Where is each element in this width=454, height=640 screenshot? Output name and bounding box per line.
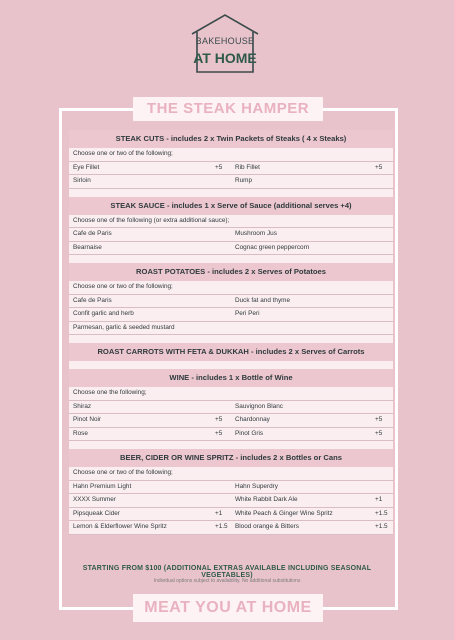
menu-section [69,263,393,335]
section-heading: ROAST CARROTS WITH FETA & DUKKAH - includes 2 x Serves of Carrots [69,343,393,361]
price-left: +1.5 [215,523,228,530]
section-gap [69,335,393,343]
menu-row [69,401,393,415]
option-right: Blood orange & Bitters [235,523,299,530]
menu-row [69,308,393,322]
option-right: Rib Fillet [235,163,260,171]
option-left: Sirloin [73,177,91,184]
option-right: Sauvignon Blanc [235,402,283,410]
section-heading: BEER, CIDER OR WINE SPRITZ - includes 2 x Bottles or Cans [69,449,393,467]
option-right: Cognac green peppercorn [235,243,310,251]
section-gap [69,441,393,449]
price-right: +1 [375,496,383,503]
option-left: Shiraz [73,402,92,410]
menu-row [69,494,393,508]
section-instruction [69,215,393,229]
price-right: +5 [375,163,383,171]
option-right: Duck fat and thyme [235,296,291,304]
menu-row [69,162,393,176]
instruction-text: Choose one or two of the following; [73,469,173,476]
section-instruction [69,467,393,481]
menu-row [69,521,393,535]
price-left: +5 [215,429,223,437]
option-left: Rose [73,429,88,437]
option-right: Rump [235,177,253,184]
footer-title: MEAT YOU AT HOME [133,594,323,622]
section-heading: ROAST POTATOES - includes 2 x Serves of Potatoes [69,263,393,281]
menu-row [69,414,393,428]
section-instruction [69,148,393,162]
option-right: Peri Peri [235,310,260,317]
menu-section [69,197,393,256]
price-left: +5 [215,416,223,423]
menu-section [69,130,393,189]
section-gap [69,255,393,263]
option-left: Pinot Noir [73,416,102,423]
menu-row [69,481,393,495]
section-heading: STEAK SAUCE - includes 1 x Serve of Sauce (additional serves +4) [69,197,393,215]
menu-row [69,322,393,336]
option-right: Hahn Superdry [235,482,278,490]
menu-row [69,428,393,442]
logo-text-line1: BAKEHOUSE [195,36,255,46]
option-left: Parmesan, garlic & seeded mustard [73,323,175,331]
price-right: +1.5 [375,509,388,517]
menu-row [69,175,393,189]
section-instruction [69,387,393,401]
menu-section [69,369,393,441]
option-left: Eye Fillet [73,163,100,171]
option-right: Mushroom Jus [235,230,277,237]
logo-text-line2: AT HOME [193,50,257,66]
menu-row [69,508,393,522]
option-left: Cafe de Paris [73,230,112,237]
option-left: Lemon & Elderflower Wine Spritz [73,523,167,530]
section-heading: WINE - includes 1 x Bottle of Wine [69,369,393,387]
option-left: Hahn Premium Light [73,482,132,490]
menu-row [69,295,393,309]
section-instruction [69,281,393,295]
menu-content [69,130,393,535]
option-left: XXXX Summer [73,496,116,503]
section-gap [69,361,393,369]
price-right: +1.5 [375,523,388,530]
disclaimer-note: Individual options subject to availability. No additional substitutions [153,578,301,584]
option-left: Confit garlic and herb [73,310,134,317]
page-title: THE STEAK HAMPER [133,97,323,121]
instruction-text: Choose one or two of the following; [73,283,173,290]
price-right: +5 [375,416,383,423]
price-right: +5 [375,429,383,437]
option-right: White Rabbit Dark Ale [235,496,298,503]
menu-section [69,449,393,535]
menu-row [69,228,393,242]
option-right: Pinot Gris [235,429,264,437]
option-left: Cafe de Paris [73,296,112,304]
section-heading: STEAK CUTS - includes 2 x Twin Packets of Steaks ( 4 x Steaks) [69,130,393,148]
instruction-text: Choose one or two of the following; [73,150,173,157]
option-left: Bearnaise [73,243,102,251]
menu-section [69,343,393,361]
price-left: +1 [215,509,223,517]
option-left: Pipsqueak Cider [73,509,120,517]
price-left: +5 [215,163,223,171]
pricing-note: STARTING FROM $100 (ADDITIONAL EXTRAS AVAILABLE INCLUDING SEASONAL VEGETABLES) [82,565,372,579]
menu-row [69,242,393,256]
option-right: White Peach & Ginger Wine Spritz [235,509,333,517]
bakehouse-logo [190,12,260,74]
option-right: Chardonnay [235,416,270,423]
instruction-text: Choose one of the following (or extra additional sauce); [73,216,230,224]
section-gap [69,189,393,197]
instruction-text: Choose one the following; [73,389,147,396]
